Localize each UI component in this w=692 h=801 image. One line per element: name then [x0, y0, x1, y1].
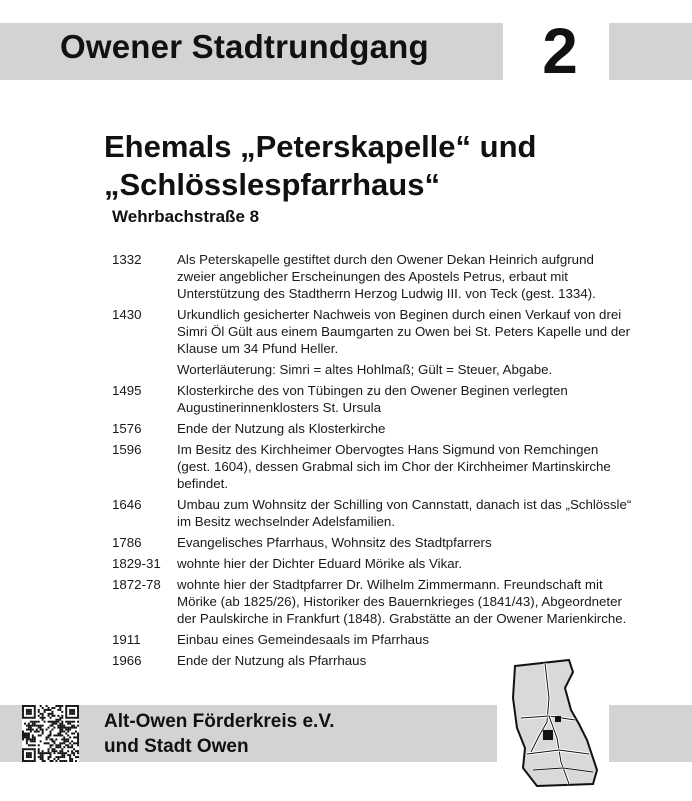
qr-code-icon[interactable]	[22, 705, 79, 762]
timeline-text: Im Besitz des Kirchheimer Obervogtes Hans Sigmund von Remchingen (gest. 1604), dessen Grabmal sich im Chor der Kirchheimer Martinskirche befindet.	[177, 442, 611, 491]
timeline-entry	[112, 420, 632, 437]
timeline-entry	[112, 251, 632, 302]
timeline-entry	[112, 306, 632, 357]
timeline-year	[112, 361, 177, 378]
station-number: 2	[542, 15, 578, 87]
timeline-text: Ende der Nutzung als Pfarrhaus	[177, 653, 367, 668]
timeline-year: 1786	[112, 535, 142, 550]
timeline-entry	[112, 555, 632, 572]
timeline-text: Umbau zum Wohnsitz der Schilling von Cannstatt, danach ist das „Schlössle“ im Besitz wechselnder Adelsfamilien.	[177, 497, 632, 529]
timeline-entry	[112, 441, 632, 492]
timeline-text: Ende der Nutzung als Klosterkirche	[177, 421, 386, 436]
history-timeline	[112, 251, 632, 673]
timeline-year: 1872-78	[112, 577, 161, 592]
heading-line-2: „Schlösslespfarrhaus“	[104, 167, 440, 202]
timeline-text: Worterläuterung: Simri = altes Hohlmaß; Gült = Steuer, Abgabe.	[177, 362, 553, 377]
org-line-2: und Stadt Owen	[104, 736, 249, 757]
timeline-text: wohnte hier der Dichter Eduard Mörike als Vikar.	[177, 556, 463, 571]
timeline-text: Als Peterskapelle gestiftet durch den Owener Dekan Heinrich aufgrund zweier angeblicher Erscheinungen des Apostels Petrus, erbaut mit Unterstützung des Stadtherrn Herzog Ludwig III. von Teck (gest. 1334).	[177, 252, 596, 301]
town-map-icon	[509, 658, 605, 788]
header-band	[0, 15, 692, 87]
timeline-year: 1829-31	[112, 556, 161, 571]
timeline-year: 1966	[112, 653, 142, 668]
organization-name	[104, 709, 335, 759]
timeline-entry	[112, 534, 632, 551]
page-heading	[104, 128, 664, 204]
timeline-entry	[112, 631, 632, 648]
street-address: Wehrbachstraße 8	[112, 207, 260, 226]
timeline-year: 1911	[112, 632, 141, 647]
timeline-year: 1495	[112, 383, 142, 398]
heading-line-1: Ehemals „Peterskapelle“ und	[104, 129, 537, 164]
timeline-text: Urkundlich gesicherter Nachweis von Beginen durch einen Verkauf von drei Simri Öl Gült aus einem Baumgarten zu Owen bei St. Peters Kapelle und der Klause um 34 Pfund Heller.	[177, 307, 631, 356]
timeline-text: Einbau eines Gemeindesaals im Pfarrhaus	[177, 632, 430, 647]
header-band-right	[609, 23, 692, 80]
timeline-entry	[112, 361, 632, 378]
timeline-year: 1430	[112, 307, 142, 322]
org-line-1: Alt-Owen Förderkreis e.V.	[104, 711, 335, 732]
timeline-text: Evangelisches Pfarrhaus, Wohnsitz des Stadtpfarrers	[177, 535, 492, 550]
timeline-year: 1576	[112, 421, 142, 436]
timeline-year: 1596	[112, 442, 142, 457]
timeline-entry	[112, 382, 632, 416]
timeline-entry	[112, 496, 632, 530]
tour-title: Owener Stadtrundgang	[60, 28, 429, 65]
timeline-year: 1646	[112, 497, 142, 512]
timeline-text: wohnte hier der Stadtpfarrer Dr. Wilhelm Zimmermann. Freundschaft mit Mörike (ab 1825/26), Historiker des Bauernkrieges (1841/43), Abgeordneter der Paulskirche in Frankfurt (1848). Grabstätte an der Owener Marienkirche.	[177, 577, 627, 626]
timeline-text: Klosterkirche des von Tübingen zu den Owener Beginen verlegten Augustinerinnenklosters St. Ursula	[177, 383, 568, 415]
timeline-entry	[112, 576, 632, 627]
timeline-year: 1332	[112, 252, 142, 267]
